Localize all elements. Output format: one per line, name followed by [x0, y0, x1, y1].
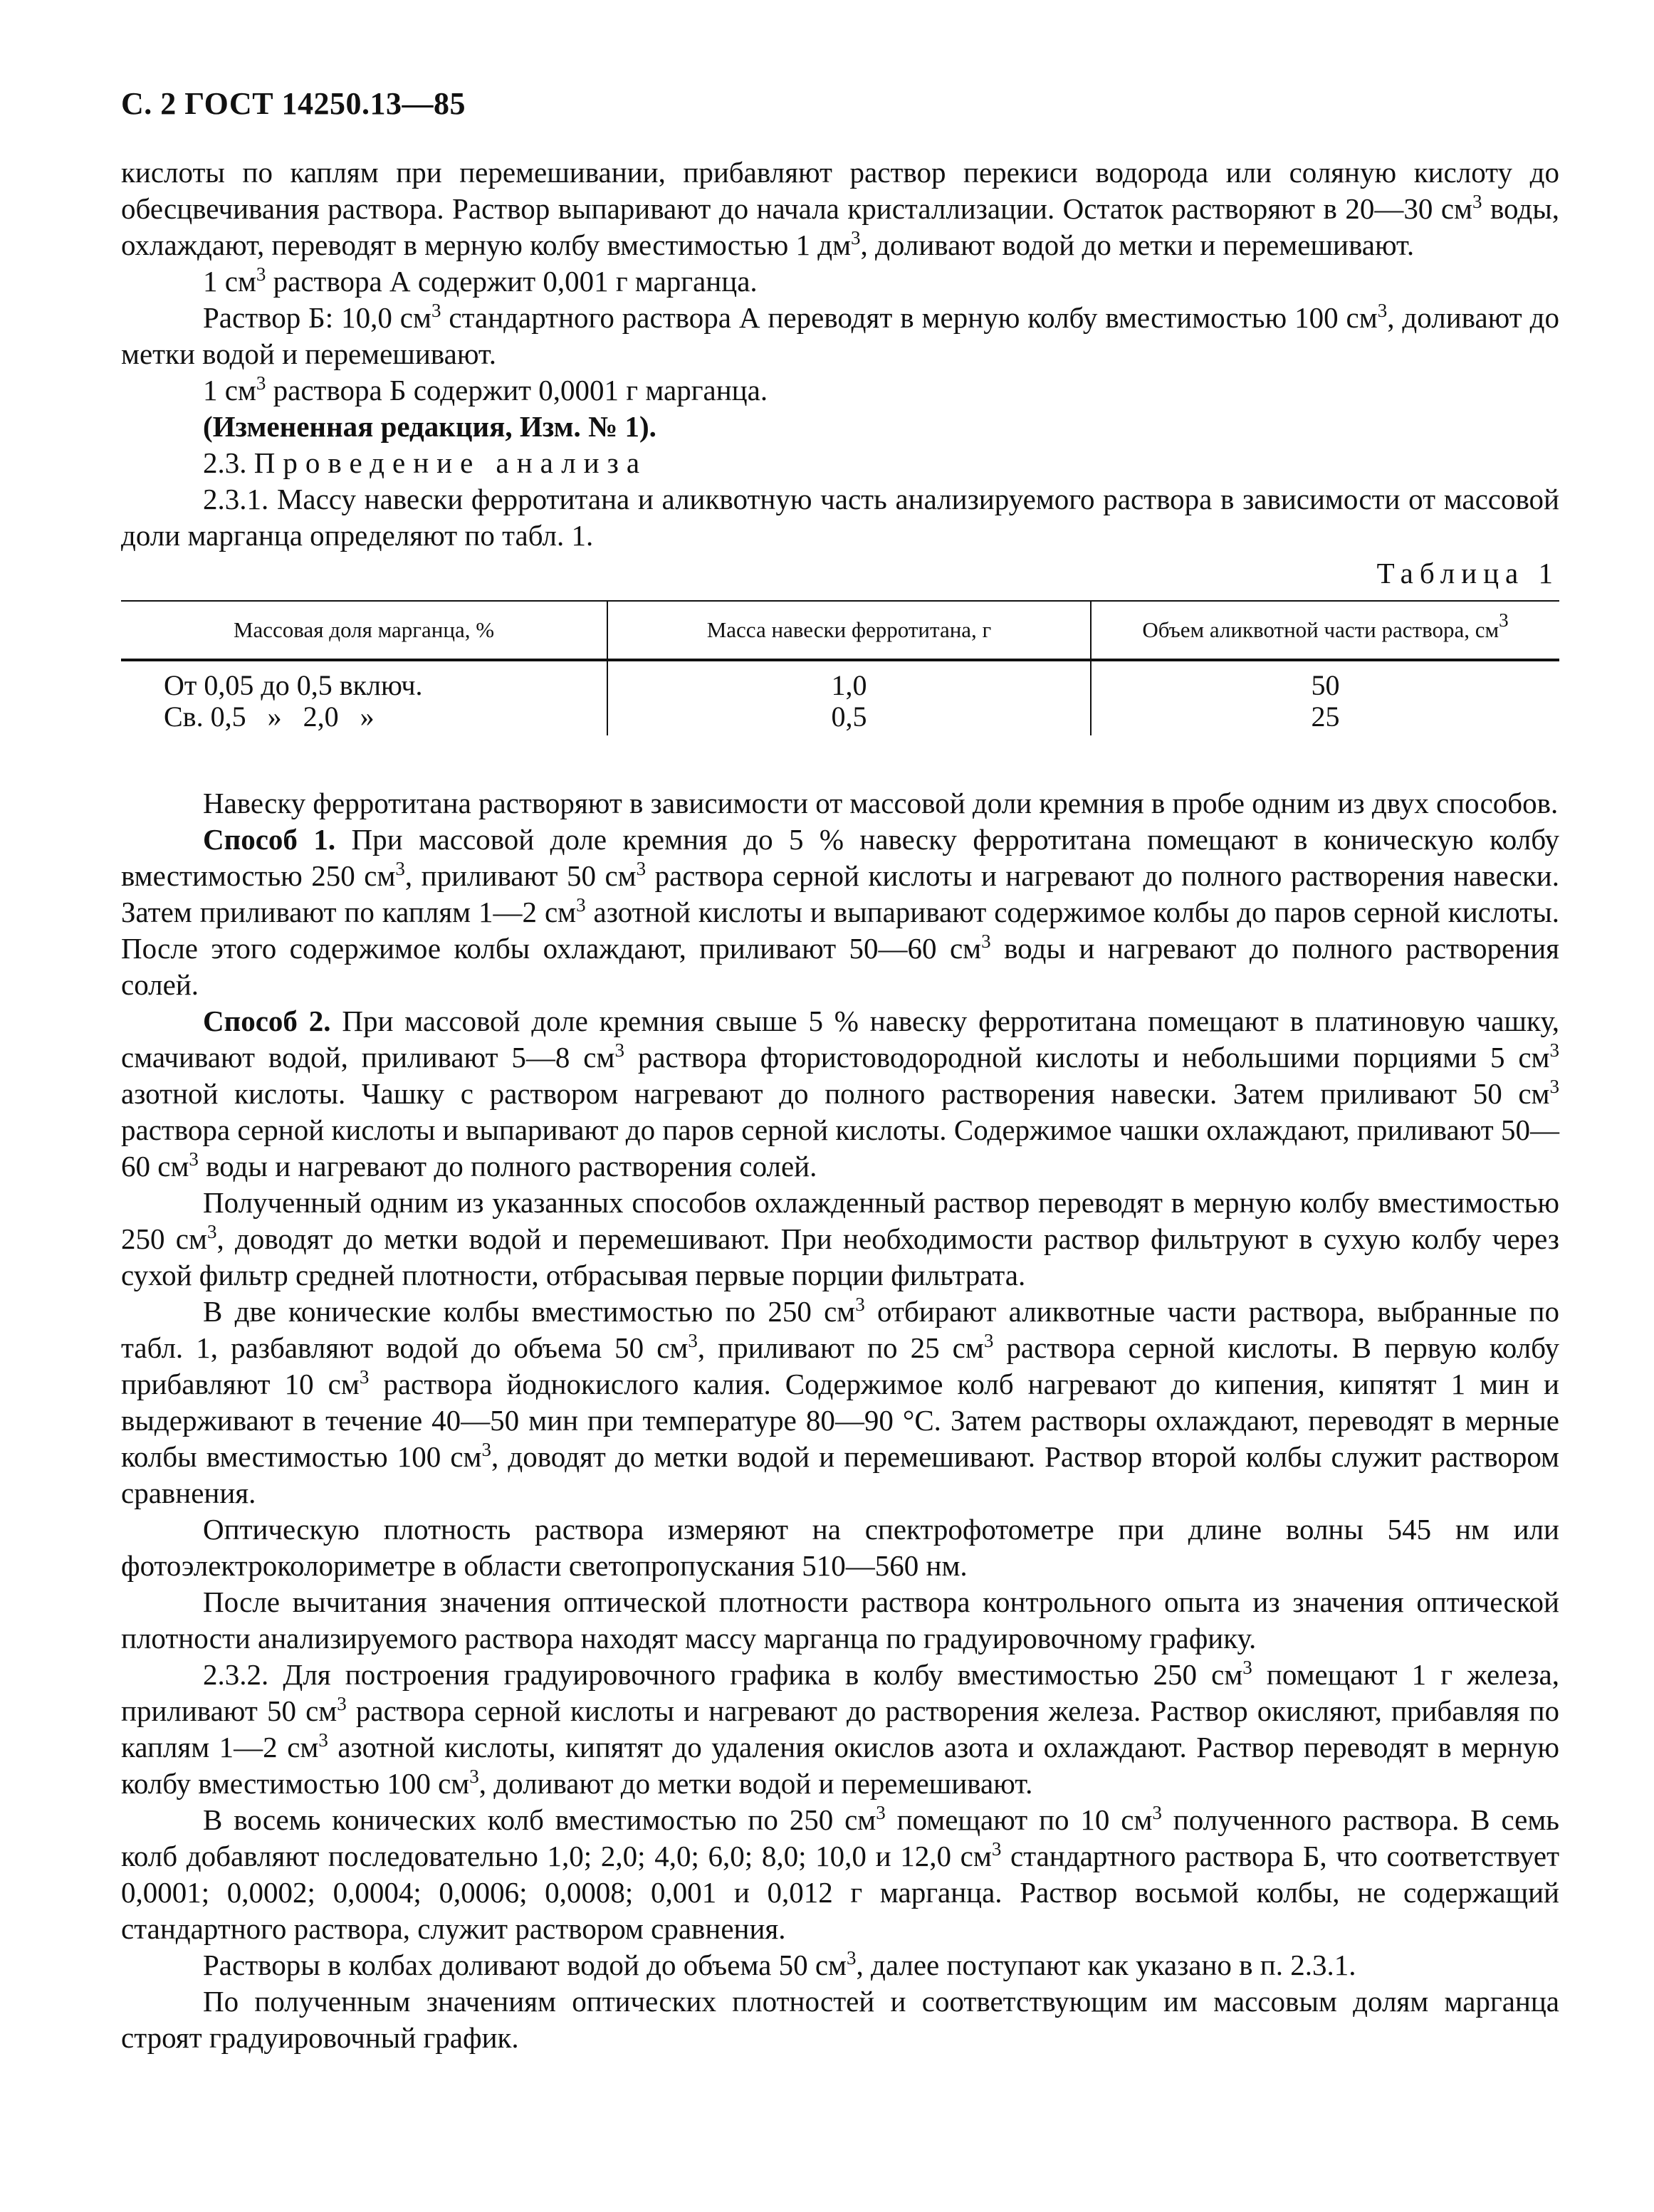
- table-cell-sample-mass: 1,0 0,5: [607, 660, 1091, 735]
- paragraph-optical-density: Оптическую плотность раствора измеряют на спектрофотометре при длине волны 545 нм или фотоэлектроколориметре в области светопропускания 510—560 нм.: [121, 1513, 1559, 1582]
- paragraph-method-2: Способ 2. При массовой доле кремния свыше 5 % навеску ферротитана помещают в платиновую чашку, смачивают водой, приливают 5—8 $см^3$ раствора фтористоводородной кислоты и небольшими порциями 5 $см^3$ азотной кислоты. Чашку с раствором нагревают до полного растворения навески. Затем приливают 50 $см^3$ раствора серной кислоты и выпаривают до паров серной кислоты. Содержимое чашки охлаждают, приливают 50—60 $см^3$ воды и нагревают до полного растворения солей.: [121, 1005, 1560, 1183]
- paragraph-calibration-graph: По полученным значениям оптических плотностей и соответствующим им массовым долям марганца строят градуировочный график.: [121, 1985, 1559, 2054]
- revision-note: (Измененная редакция, Изм. № 1).: [203, 410, 656, 443]
- table-row: [121, 660, 1559, 735]
- paragraph-solution-b-content: 1 $см^3$ раствора Б содержит 0,0001 г марганца.: [203, 372, 768, 407]
- paragraph-2-3-2: 2.3.2. Для построения градуировочного графика в колбу вместимостью 250 $см^3$ помещают 1 г железа, приливают 50 $см^3$ раствора серной кислоты и нагревают до растворения железа. Раствор окисляют, прибавляя по каплям 1—2 $см^3$ азотной кислоты, кипятят до удаления окислов азота и охлаждают. Раствор переводят в мерную колбу вместимостью 100 $см^3$, доливают до метки водой и перемешивают.: [121, 1657, 1560, 1800]
- paragraph-solution-b: Раствор Б: 10,0 $см^3$ стандартного раствора А переводят в мерную колбу вместимостью 100 $см^3$, доливают до метки водой и перемешивают.: [121, 300, 1559, 370]
- table-cell-mn-fraction: От 0,05 до 0,5 включ. Св. 0,5 » 2,0 »: [164, 669, 423, 733]
- table-header-aliquot-volume: Объем аликвотной части раствора, $см^3$: [1091, 601, 1559, 660]
- paragraph-eight-flasks: В восемь конических колб вместимостью по 250 $см^3$ помещают по 10 $см^3$ полученного раствора. В семь колб добавляют последовательно 1,0; 2,0; 4,0; 6,0; 8,0; 10,0 и 12,0 $см^3$ стандартного раствора Б, что соответствует 0,0001; 0,0002; 0,0004; 0,0006; 0,0008; 0,001 и 0,012 г марганца. Раствор восьмой колбы, не содержащий стандартного раствора, служит раствором сравнения.: [121, 1802, 1559, 1945]
- paragraph-solution-a-content: 1 $см^3$ раствора А содержит 0,001 г марганца.: [203, 263, 758, 298]
- table-cell-aliquot-volume: 50 25: [1091, 660, 1559, 735]
- table-header-sample-mass: Масса навески ферротитана, г: [607, 601, 1091, 660]
- table-caption: Таблица 1: [1376, 557, 1559, 589]
- paragraph-method-1: Способ 1. При массовой доле кремния до 5 % навеску ферротитана помещают в коническую колбу вместимостью 250 $см^3$, приливают 50 $см^3$ раствора серной кислоты и нагревают до полного растворения навески. Затем приливают по каплям 1—2 $см^3$ азотной кислоты и выпаривают содержимое колбы до паров серной кислоты. После этого содержимое колбы охлаждают, приливают 50—60 $см^3$ воды и нагревают до полного растворения солей.: [121, 823, 1559, 1001]
- paragraph-cooled-solution: Полученный одним из указанных способов охлажденный раствор переводят в мерную колбу вместимостью 250 $см^3$, доводят до метки водой и перемешивают. При необходимости раствор фильтруют в сухую колбу через сухой фильтр средней плотности, отбрасывая первые порции фильтрата.: [121, 1186, 1559, 1291]
- page-header: С. 2 ГОСТ 14250.13—85: [121, 86, 466, 121]
- paragraph-continuation: кислоты по каплям при перемешивании, прибавляют раствор перекиси водорода или соляную кислоту до обесцвечивания раствора. Раствор выпаривают до начала кристаллизации. Остаток растворяют в 20—30 $см^3$ воды, охлаждают, переводят в мерную колбу вместимостью 1 $дм^3$, доливают водой до метки и перемешивают.: [121, 156, 1559, 261]
- paragraph-dissolution-methods: Навеску ферротитана растворяют в зависимости от массовой доли кремния в пробе одним из двух способов.: [203, 787, 1559, 819]
- paragraph-dilute: Растворы в колбах доливают водой до объема 50 $см^3$, далее поступают как указано в п. 2.3.1.: [203, 1947, 1356, 1981]
- section-heading: 2.3. Проведение анализа: [203, 446, 648, 479]
- paragraph-2-3-1: 2.3.1. Массу навески ферротитана и аликвотную часть анализируемого раствора в зависимости от массовой доли марганца определяют по табл. 1.: [121, 483, 1559, 552]
- document-page: [121, 85, 1559, 2056]
- table-1: [121, 600, 1559, 735]
- paragraph-two-flasks: В две конические колбы вместимостью по 250 $см^3$ отбирают аликвотные части раствора, выбранные по табл. 1, разбавляют водой до объема 50 $см^3$, приливают по 25 $см^3$ раствора серной кислоты. В первую колбу прибавляют 10 $см^3$ раствора йоднокислого калия. Содержимое колб нагревают до кипения, кипятят 1 мин и выдерживают в течение 40—50 мин при температуре 80—90 °С. Затем растворы охлаждают, переводят в мерные колбы вместимостью 100 $см^3$, доводят до метки водой и перемешивают. Раствор второй колбы служит раствором сравнения.: [121, 1294, 1559, 1509]
- paragraph-subtraction: После вычитания значения оптической плотности раствора контрольного опыта из значения оптической плотности анализируемого раствора находят массу марганца по градуировочному графику.: [121, 1585, 1559, 1655]
- table-header-mn-fraction: Массовая доля марганца, %: [121, 601, 607, 660]
